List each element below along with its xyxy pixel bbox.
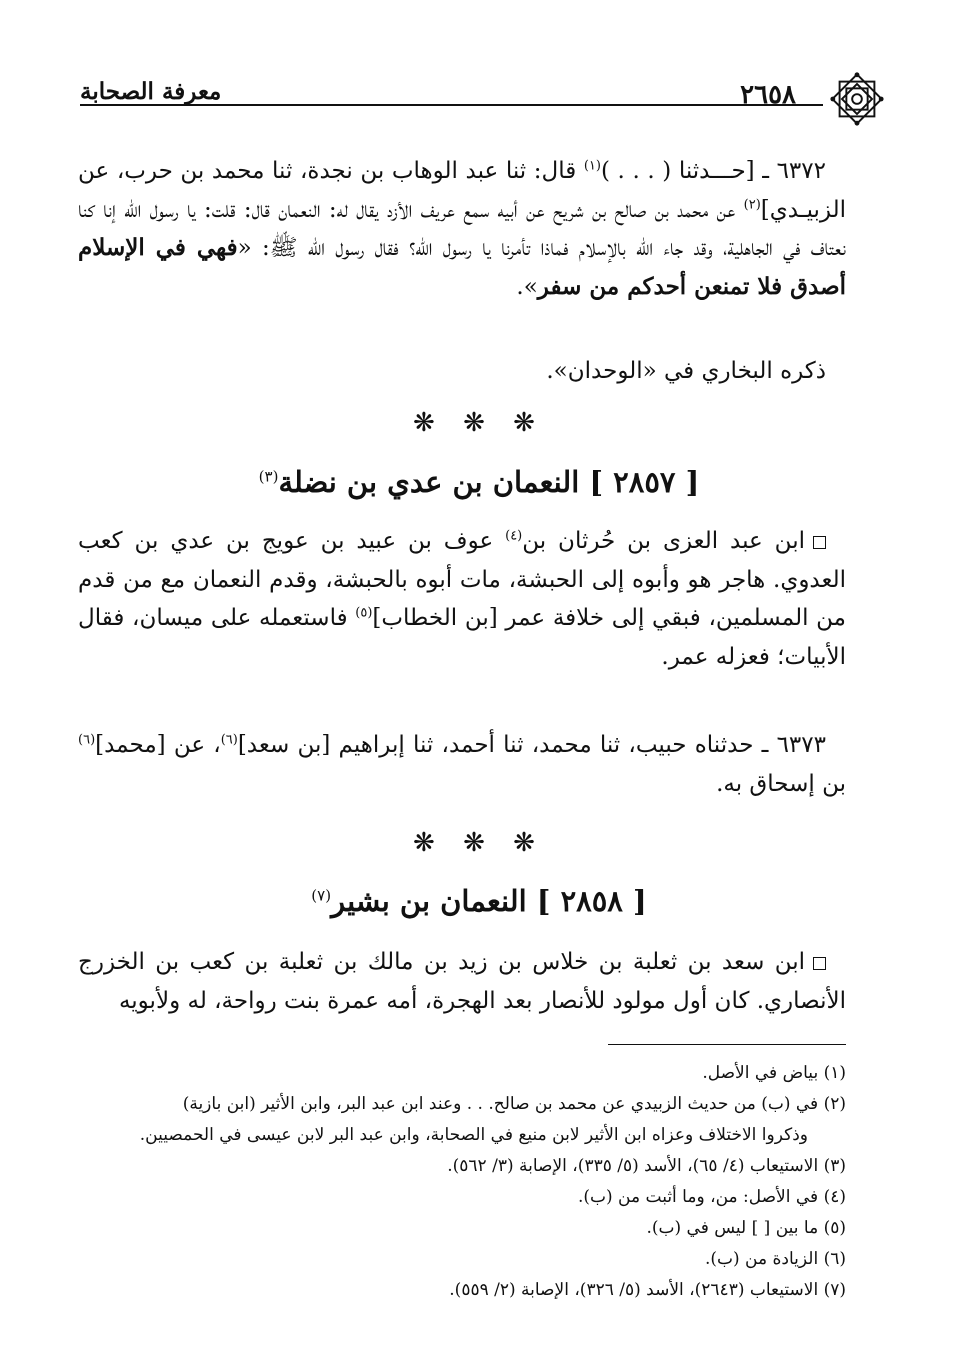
hadith-6372-chain: قال: ثنا عبد الوهاب بن نجدة، ثنا محمد بن حرب، عن الزبيـدي] xyxy=(78,158,846,223)
header-rule xyxy=(80,104,823,106)
footnotes xyxy=(78,1058,846,1306)
footnote-rule xyxy=(608,1044,846,1045)
entry-heading-2858 xyxy=(0,884,958,918)
footnote-ref-3: (٣) xyxy=(258,467,279,486)
footnote-3: (٣) الاستيعاب (٤/ ٦٥)، الأسد (٥/ ٣٣٥)، الإصابة (٣/ ٥٦٢). xyxy=(447,1156,846,1176)
footnote-ref-6b: (٦) xyxy=(78,732,96,748)
entry-2857-text-c: فاستعمله على ميسان، فقال الأبيات؛ فعزله عمر. xyxy=(78,605,846,670)
entry-2857-text-a: ابن عبد العزى بن حُرثان بن xyxy=(522,528,805,554)
hadith-6373-text-c: بن إسحاق به. xyxy=(716,770,846,797)
prophetic-saying: فهي في الإسلام أصدق فلا تمنعن أحدكم من سفر xyxy=(78,234,846,300)
entry-2858-biography xyxy=(78,943,846,1020)
hadith-6373-text-b: ، عن [محمد] xyxy=(95,732,221,758)
section-separator: ❋ ❋ ❋ xyxy=(413,828,545,858)
footnote-6: (٦) الزيادة من (ب). xyxy=(704,1249,846,1269)
page-number: ٢٦٥٨ xyxy=(740,80,796,110)
footnote-ref-2: (٢) xyxy=(743,196,761,212)
footnote-1: (١) بياض في الأصل. xyxy=(702,1063,846,1083)
footnote-2: (٢) في (ب) من حديث الزبيدي عن محمد بن صالح. . . وعند ابن عبد البر، وابن الأثير (ابن بازية) xyxy=(182,1094,846,1114)
hadith-6372 xyxy=(78,152,846,306)
footnote-5: (٥) ما بين [ ] ليس في (ب). xyxy=(646,1218,846,1238)
footnote-4: (٤) في الأصل: من، وما أثبت من (ب). xyxy=(577,1187,846,1207)
running-title: معرفة الصحابة xyxy=(80,78,222,105)
bukhari-note xyxy=(78,352,846,391)
octagram-ornament-icon xyxy=(828,70,886,128)
footnote-ref-6a: (٦) xyxy=(220,732,238,748)
hadith-6372-text: عن محمد بن صالح بن شريح عن أبيه سمع عريف الأزد يقال له: النعمان قال: قلت: يا رسول الله إنا كنا نعتاف في الجاهلية، وقد جاء الله بالإسلام فماذا تأمرنا يا رسول الله؟ فقال رسول الله ﷺ: « xyxy=(78,196,846,261)
entry-2858-text: ابن سعد بن ثعلبة بن خلاس بن زيد بن مالك بن ثعلبة بن كعب بن الخزرج الأنصاري. كان أول مولود للأنصار بعد الهجرة، أمه عمرة بنت رواحة، له ولأبويه xyxy=(78,949,846,1014)
entry-heading-2857-text: [ ٢٨٥٧ ] النعمان بن عدي بن نضلة xyxy=(278,465,700,499)
footnote-2-continued: وذكروا الاختلاف وعزاه ابن الأثير لابن منيع في الصحابة، وابن عبد البر لابن عيسى في الحمصيين. xyxy=(139,1125,808,1145)
footnote-ref-5: (٥) xyxy=(355,605,373,621)
entry-2857-text-b: عوف بن عبيد بن عويج بن عدي بن كعب العدوي. هاجر هو وأبوه إلى الحبشة، مات أبوه بالحبشة، وقدم النعمان مع من قدم من المسلمين، فبقي إلى خلافة عمر [بن الخطاب] xyxy=(78,528,846,631)
hadith-6373-text-a: ٦٣٧٣ ـ حدثناه حبيب، ثنا محمد، ثنا أحمد، ثنا إبراهيم [بن سعد] xyxy=(237,732,826,758)
hadith-6372-start: ٦٣٧٢ ـ [حـــدثنا ( . . . ) xyxy=(600,158,826,184)
entry-heading-2857 xyxy=(0,465,958,499)
hadith-6372-end: ». xyxy=(516,273,538,300)
entry-2857-biography xyxy=(78,522,846,676)
square-marker-icon xyxy=(813,957,826,970)
bukhari-note-text: ذكره البخاري في «الوحدان». xyxy=(546,358,826,384)
footnote-7: (٧) الاستيعاب (٢٦٤٣)، الأسد (٥/ ٣٢٦)، الإصابة (٢/ ٥٥٩). xyxy=(449,1280,846,1300)
footnote-ref-7: (٧) xyxy=(311,886,332,905)
square-marker-icon xyxy=(813,536,826,549)
entry-heading-2858-text: [ ٢٨٥٨ ] النعمان بن بشير xyxy=(331,884,647,918)
section-separator: ❋ ❋ ❋ xyxy=(413,408,545,438)
footnote-ref-4: (٤) xyxy=(505,528,523,544)
hadith-6373 xyxy=(78,726,846,803)
footnote-ref-1: (١) xyxy=(583,158,601,174)
